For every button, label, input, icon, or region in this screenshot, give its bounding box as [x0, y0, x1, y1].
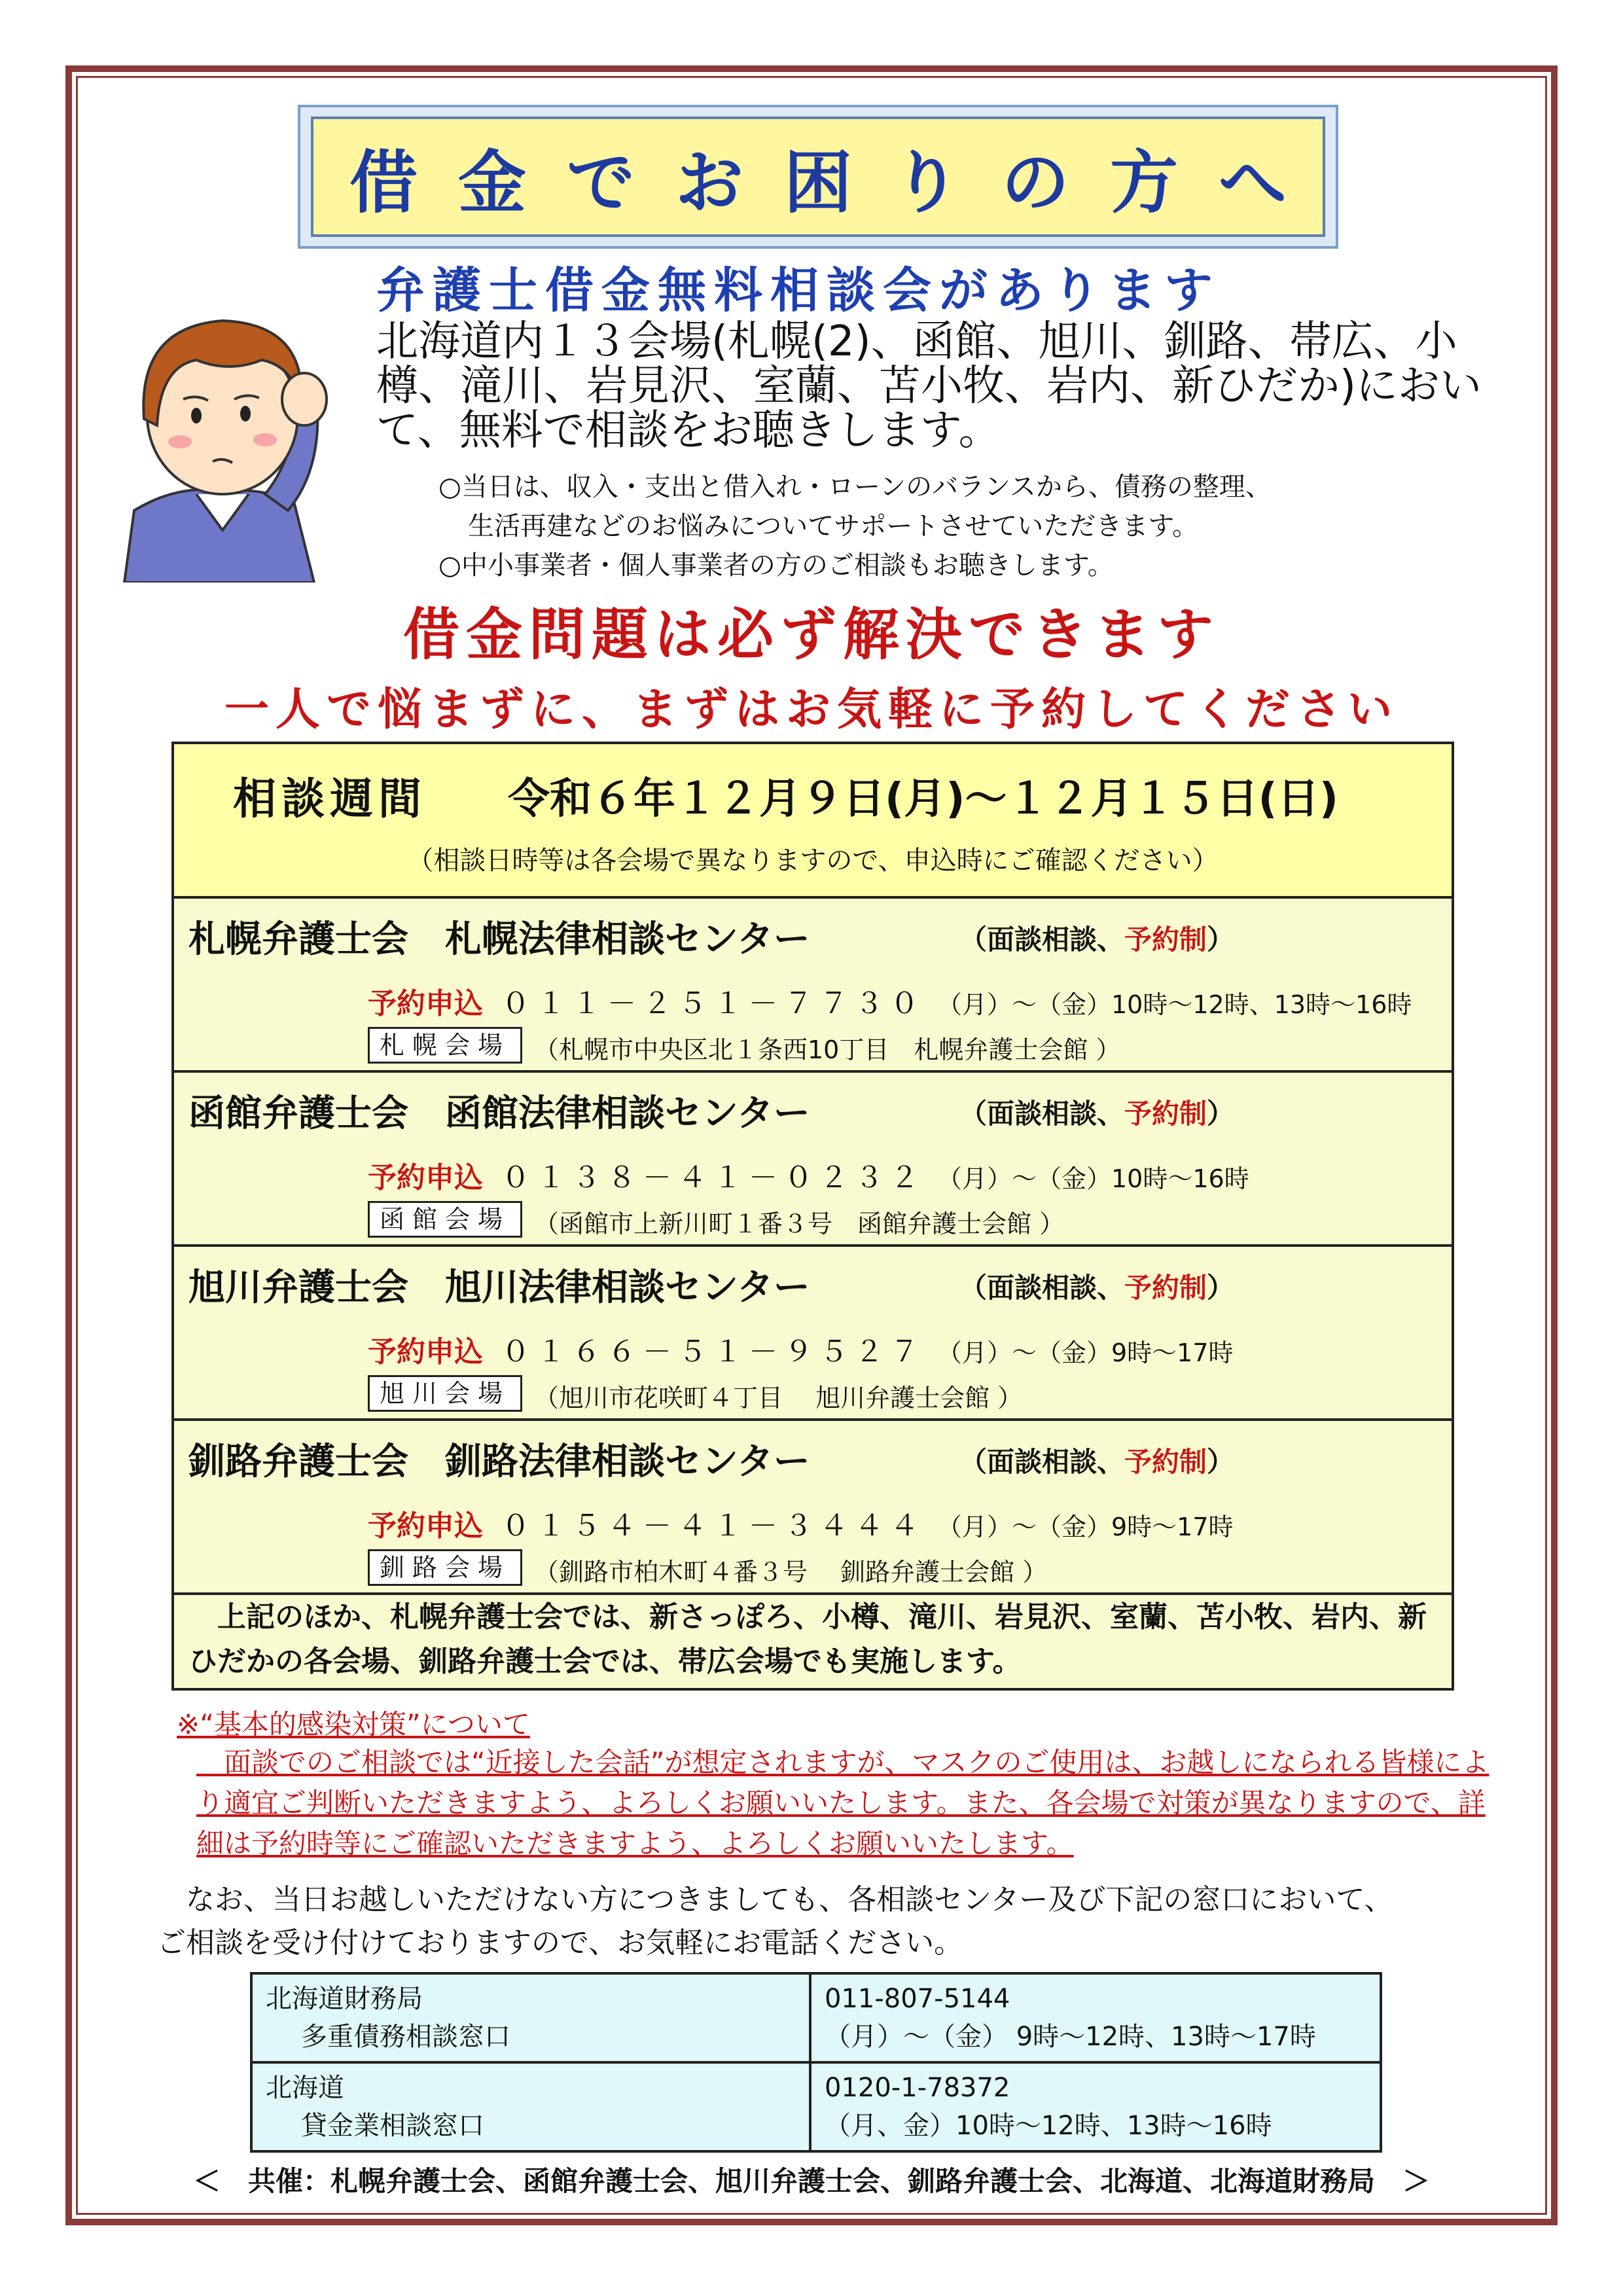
page-title: 借金でお困りの方へ	[349, 143, 1328, 223]
phone-number[interactable]: ０１５４－４１－３４４４	[501, 1509, 925, 1543]
venue-address: （釧路市柏木町４番３号 釧路弁護士会館 ）	[534, 1558, 1048, 1587]
contact-org: 北海道 貸金業相談窓口	[251, 2062, 810, 2151]
title-box	[311, 117, 1328, 237]
headline-resolve: 借金問題は必ず解決できます	[403, 602, 1220, 668]
reservation-line: 予約申込 ０１５４－４１－３４４４ （月）～（金）9時～17時	[368, 1509, 1234, 1543]
contact-info: 0120-1-78372 （月、金）10時～12時、13時～16時	[810, 2062, 1381, 2151]
phone-number[interactable]: ０１３８－４１－０２３２	[501, 1161, 925, 1194]
center-section	[174, 899, 1452, 1073]
caution-body: 面談でのご相談では“近接した会話”が想定されますが、マスクのご使用は、お越しになられる皆様により適宜ご判断いただきますよう、よろしくお願いいたします。また、各会場で対策が異なりますので、詳細は予約時等にご確認いただきますよう、よろしくお願いいたします。	[196, 1746, 1489, 1859]
consultation-type: （面談相談、予約制）	[959, 1446, 1235, 1478]
table-row	[251, 2062, 1381, 2151]
venue-label: 旭川会場	[368, 1375, 522, 1412]
phone-number[interactable]: ０１６６－５１－９５２７	[501, 1335, 925, 1369]
contact-table	[250, 1972, 1382, 2153]
center-section	[174, 1073, 1452, 1247]
venue-label: 函館会場	[368, 1201, 522, 1238]
center-title: 旭川弁護士会 旭川法律相談センター	[188, 1266, 810, 1309]
venue-label: 札幌会場	[368, 1027, 522, 1064]
week-note: （相談日時等は各会場で異なりますので、申込時にご確認ください）	[407, 846, 1219, 876]
contact-info: 011-807-5144 （月）～（金） 9時～12時、13時～17時	[810, 1973, 1381, 2062]
contact-phone[interactable]: 011-807-5144	[825, 1984, 1010, 2014]
center-title: 札幌弁護士会 札幌法律相談センター	[188, 918, 810, 961]
center-section	[174, 1421, 1452, 1595]
center-title: 函館弁護士会 函館法律相談センター	[188, 1092, 810, 1135]
venue-address: （旭川市花咲町４丁目 旭川弁護士会館 ）	[534, 1384, 1023, 1412]
reservation-line: 予約申込 ０１６６－５１－９５２７ （月）～（金）9時～17時	[368, 1335, 1234, 1369]
phone-note: なお、当日お越しいただけない方につきましても、各相談センター及び下記の窓口において、 ご相談を受け付けておりますので、お気軽にお電話ください。	[157, 1883, 1393, 1960]
consultation-type: （面談相談、予約制）	[959, 1098, 1235, 1130]
center-title: 釧路弁護士会 釧路法律相談センター	[188, 1441, 810, 1483]
venue-address: （函館市上新川町１番３号 函館弁護士会館 ）	[534, 1210, 1065, 1238]
bullet-item: ○当日は、収入・支出と借入れ・ローンのバランスから、債務の整理、	[438, 472, 1272, 502]
venue-label: 釧路会場	[368, 1549, 522, 1586]
table-row	[251, 1973, 1381, 2062]
cohost-line: ＜ 共催：札幌弁護士会、函館弁護士会、旭川弁護士会、釧路弁護士会、北海道、北海道財務局 ＞	[192, 2165, 1430, 2197]
bullet-item: ○中小事業者・個人事業者の方のご相談もお聴きします。	[438, 550, 1114, 581]
other-venues-note: 上記のほか、札幌弁護士会では、新さっぽろ、小樽、滝川、岩見沢、室蘭、苫小牧、岩内、新ひだかの各会場、釧路弁護士会では、帯広会場でも実施します。	[188, 1600, 1427, 1678]
consultation-type: （面談相談、予約制）	[959, 924, 1235, 956]
caution-title: ※“基本的感染対策”について	[177, 1708, 530, 1740]
reservation-line: 予約申込 ０１１－２５１－７７３０ （月）～（金）10時～12時、13時～16時	[368, 987, 1412, 1020]
venue-address: （札幌市中央区北１条西10丁目 札幌弁護士会館 ）	[534, 1035, 1121, 1064]
contact-phone[interactable]: 0120-1-78372	[825, 2073, 1010, 2103]
consultation-box	[171, 742, 1454, 1691]
subtitle: 弁護士借金無料相談会があります	[376, 262, 1221, 319]
contact-org: 北海道財務局 多重債務相談窓口	[251, 1973, 810, 2062]
worried-person-illustration	[98, 275, 347, 583]
bullet-item: 生活再建などのお悩みについてサポートさせていただきます。	[468, 511, 1198, 541]
intro-text: 北海道内１３会場(札幌(2)、函館、旭川、釧路、帯広、小樽、滝川、岩見沢、室蘭、苫小牧、岩内、新ひだか)において、無料で相談をお聴きします。	[376, 317, 1482, 455]
center-section	[174, 1247, 1452, 1421]
week-label: 相談週間	[233, 774, 427, 824]
phone-number[interactable]: ０１１－２５１－７７３０	[501, 987, 925, 1020]
reservation-line: 予約申込 ０１３８－４１－０２３２ （月）～（金）10時～16時	[368, 1161, 1249, 1194]
week-dates: 令和６年１２月９日(月)～１２月１５日(日)	[508, 775, 1338, 823]
consultation-week-header	[174, 744, 1452, 899]
consultation-type: （面談相談、予約制）	[959, 1272, 1235, 1304]
headline-reserve: 一人で悩まずに、まずはお気軽に予約してください	[224, 684, 1399, 736]
